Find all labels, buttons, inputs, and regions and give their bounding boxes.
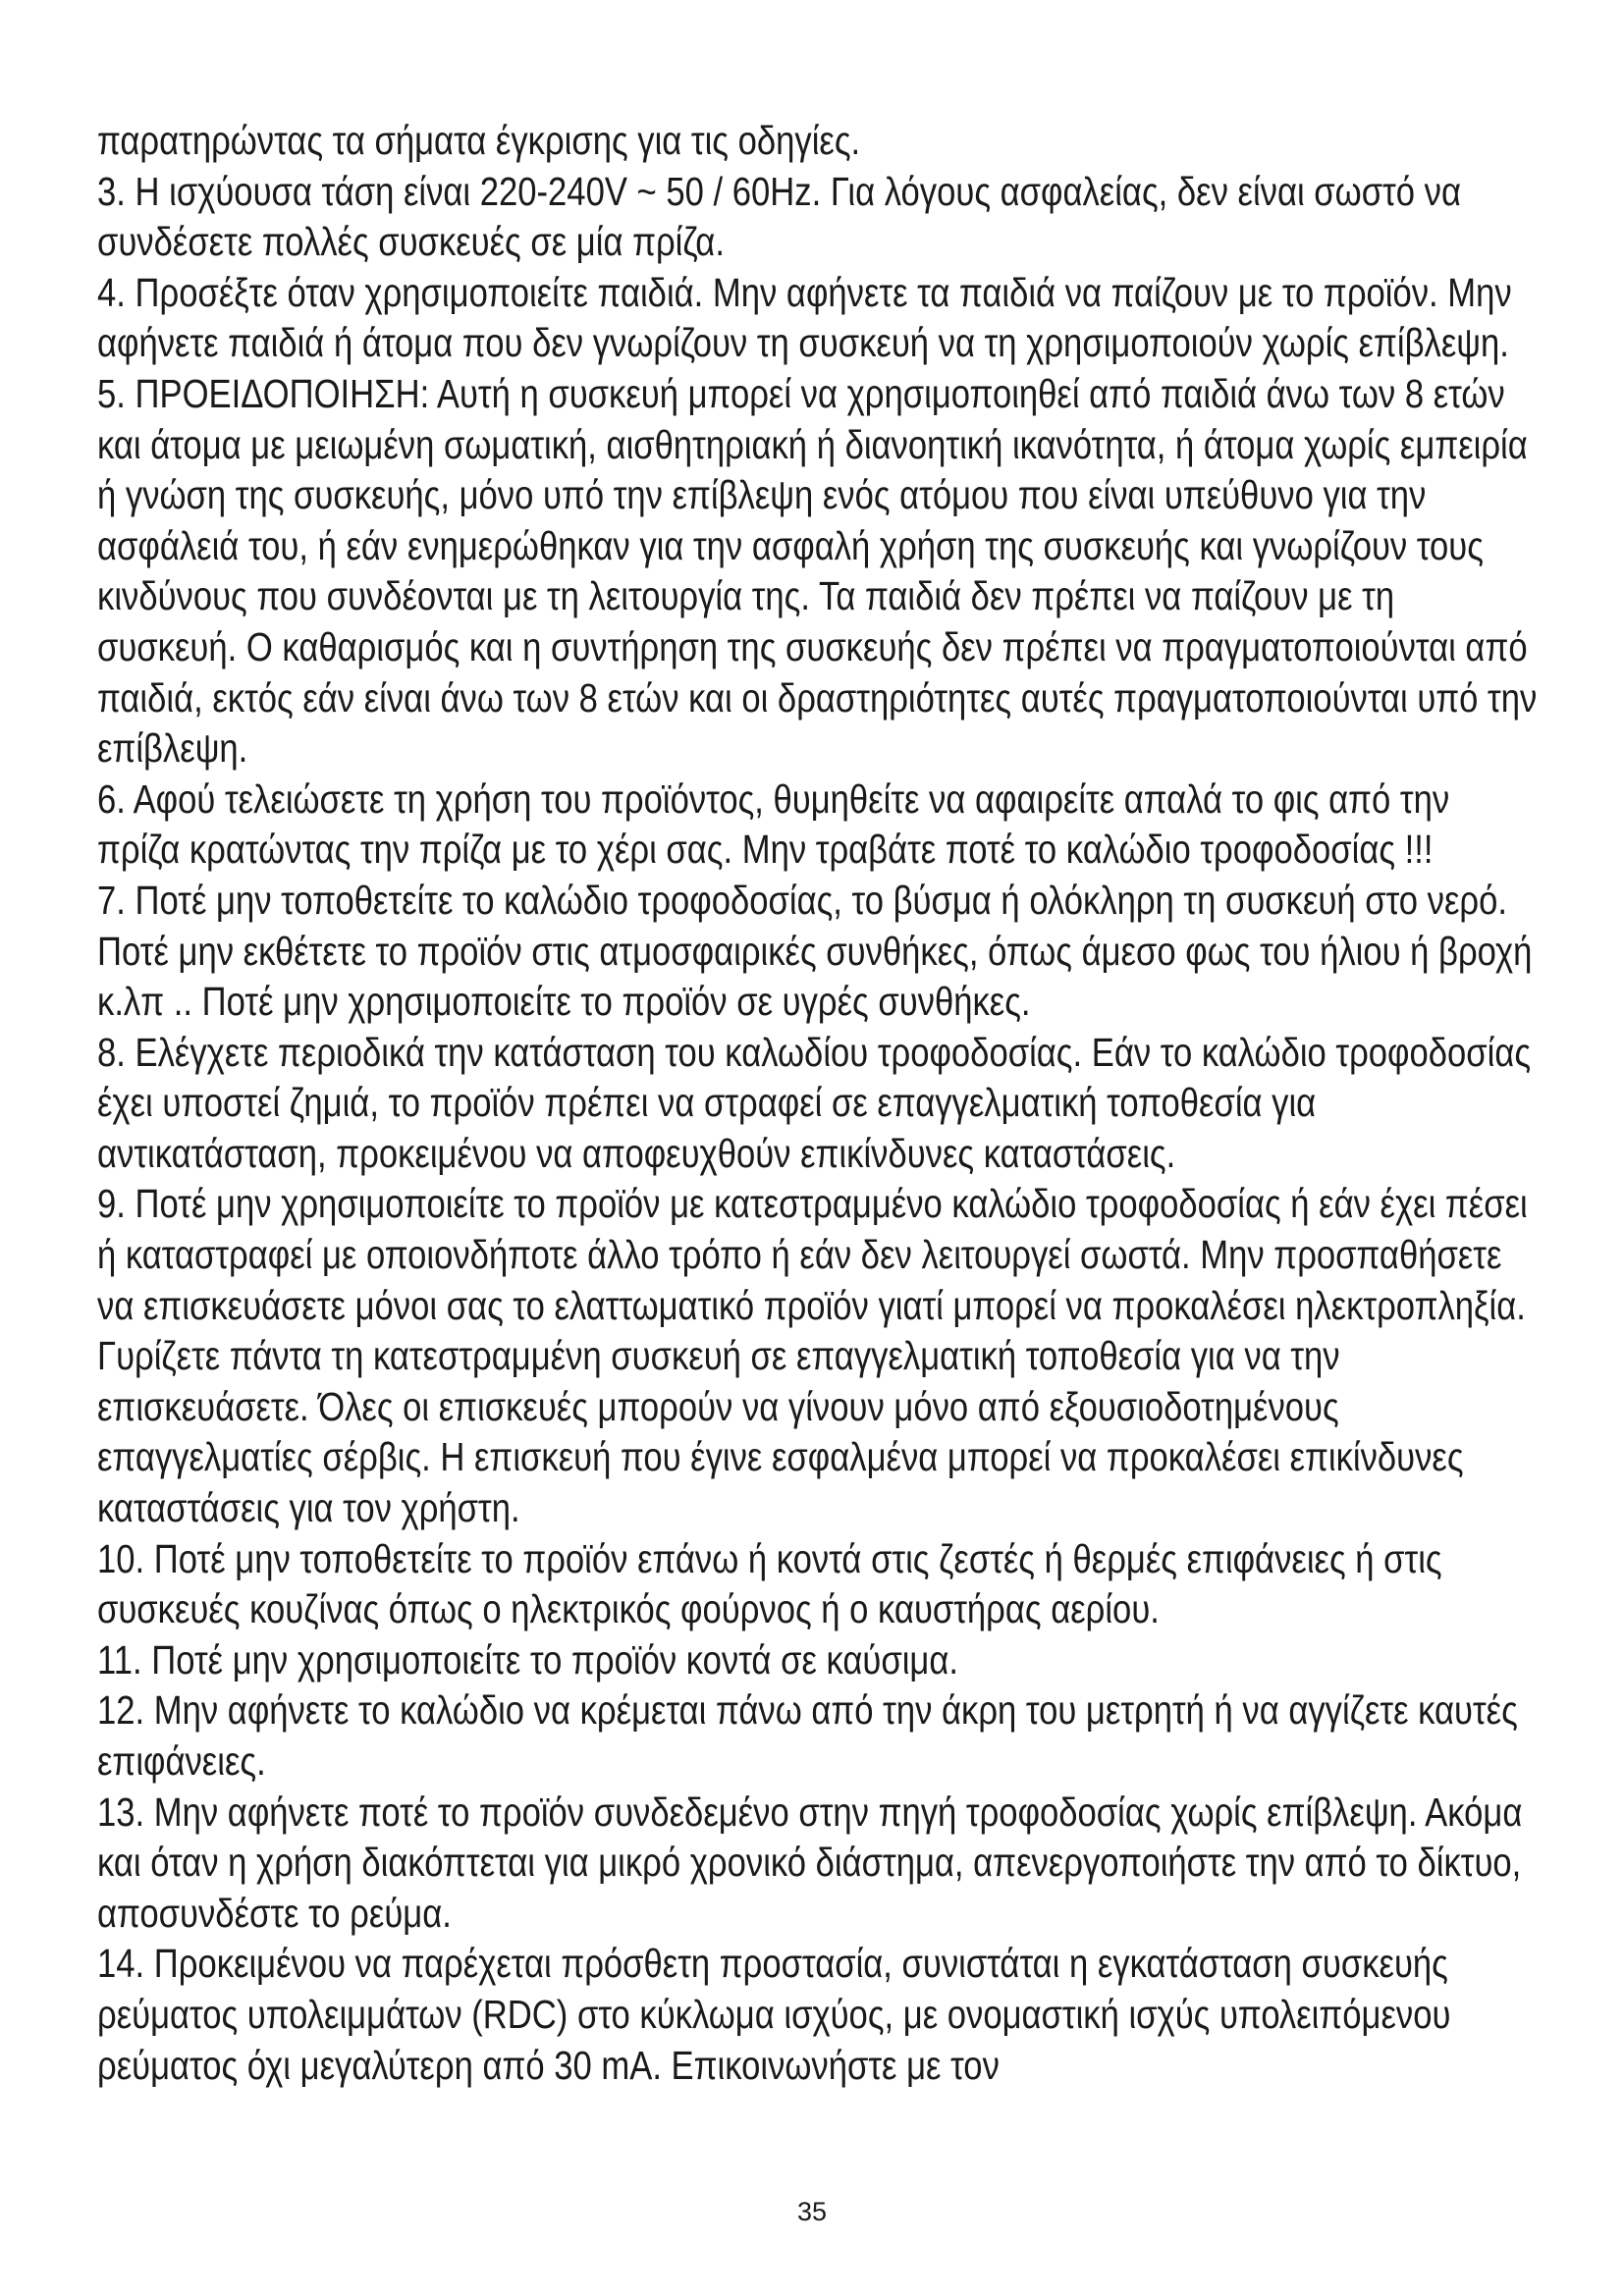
paragraph-item-8: 8. Ελέγχετε περιοδικά την κατάσταση του καλωδίου τροφοδοσίας. Εάν το καλώδιο τροφοδοσίας έχει υποστεί ζημιά, το προϊόν πρέπει να στραφεί σε επαγγελματική τοποθεσία για αντικατάσταση, προκειμένου να αποφευχθούν επικίνδυνες καταστάσεις.	[97, 1029, 1532, 1176]
paragraph-item-6: 6. Αφού τελειώσετε τη χρήση του προϊόντος, θυμηθείτε να αφαιρείτε απαλά το φις από την πρίζα κρατώντας την πρίζα με το χέρι σας. Μην τραβάτε ποτέ το καλώδιο τροφοδοσίας !!!	[97, 775, 1450, 873]
paragraph-item-4: 4. Προσέξτε όταν χρησιμοποιείτε παιδιά. Μην αφήνετε τα παιδιά να παίζουν με το προϊόν. Μην αφήνετε παιδιά ή άτομα που δεν γνωρίζουν τη συσκευή να τη χρησιμοποιούν χωρίς επίβλεψη.	[97, 269, 1512, 366]
paragraph-item-5: 5. ΠΡΟΕΙΔΟΠΟΙΗΣΗ: Αυτή η συσκευή μπορεί να χρησιμοποιηθεί από παιδιά άνω των 8 ετών και άτομα με μειωμένη σωματική, αισθητηριακή ή διανοητική ικανότητα, ή άτομα χωρίς εμπειρία ή γνώση της συσκευής, μόνο υπό την επίβλεψη ενός ατόμου που είναι υπεύθυνο για την ασφάλειά του, ή εάν ενημερώθηκαν για την ασφαλή χρήση της συσκευής και γνωρίζουν τους κινδύνους που συνδέονται με τη λειτουργία της. Τα παιδιά δεν πρέπει να παίζουν με τη συσκευή. Ο καθαρισμός και η συντήρηση της συσκευής δεν πρέπει να πραγματοποιούνται από παιδιά, εκτός εάν είναι άνω των 8 ετών και οι δραστηριότητες αυτές πραγματοποιούνται υπό την επίβλεψη.	[97, 370, 1538, 772]
paragraph-item-14: 14. Προκειμένου να παρέχεται πρόσθετη προστασία, συνιστάται η εγκατάσταση συσκευής ρεύματος υπολειμμάτων (RDC) στο κύκλωμα ισχύος, με ονομαστική ισχύς υπολειπόμενου ρεύματος όχι μεγαλύτερη από 30 mA. Επικοινωνήστε με τον	[97, 1941, 1451, 2088]
paragraph-item-7: 7. Ποτέ μην τοποθετείτε το καλώδιο τροφοδοσίας, το βύσμα ή ολόκληρη τη συσκευή στο νερό. Ποτέ μην εκθέτετε το προϊόν στις ατμοσφαιρικές συνθήκες, όπως άμεσο φως του ήλιου ή βροχή κ.λπ .. Ποτέ μην χρησιμοποιείτε το προϊόν σε υγρές συνθήκες.	[97, 877, 1533, 1025]
document-body	[97, 116, 1541, 2091]
paragraph-item-10: 10. Ποτέ μην τοποθετείτε το προϊόν επάνω ή κοντά στις ζεστές ή θερμές επιφάνειες ή στις συσκευές κουζίνας όπως ο ηλεκτρικός φούρνος ή ο καυστήρας αερίου.	[97, 1535, 1442, 1632]
paragraph-item-11: 11. Ποτέ μην χρησιμοποιείτε το προϊόν κοντά σε καύσιμα.	[97, 1636, 959, 1682]
paragraph-item-12: 12. Μην αφήνετε το καλώδιο να κρέμεται πάνω από την άκρη του μετρητή ή να αγγίζετε καυτές επιφάνειες.	[97, 1687, 1518, 1784]
paragraph-item-13: 13. Μην αφήνετε ποτέ το προϊόν συνδεδεμένο στην πηγή τροφοδοσίας χωρίς επίβλεψη. Ακόμα και όταν η χρήση διακόπτεται για μικρό χρονικό διάστημα, απενεργοποιήστε την από το δίκτυο, αποσυνδέστε το ρεύμα.	[97, 1789, 1523, 1936]
paragraph-item-3: 3. Η ισχύουσα τάση είναι 220-240V ~ 50 / 60Hz. Για λόγους ασφαλείας, δεν είναι σωστό να συνδέσετε πολλές συσκευές σε μία πρίζα.	[97, 168, 1461, 265]
page-number: 35	[796, 2197, 828, 2226]
paragraph-item-9: 9. Ποτέ μην χρησιμοποιείτε το προϊόν με κατεστραμμένο καλώδιο τροφοδοσίας ή εάν έχει πέσει ή καταστραφεί με οποιονδήποτε άλλο τρόπο ή εάν δεν λειτουργεί σωστά. Μην προσπαθήσετε να επισκευάσετε μόνοι σας το ελαττωματικό προϊόν γιατί μπορεί να προκαλέσει ηλεκτροπληξία. Γυρίζετε πάντα τη κατεστραμμένη συσκευή σε επαγγελματική τοποθεσία για να την επισκευάσετε. Όλες οι επισκευές μπορούν να γίνουν μόνο από εξουσιοδοτημένους επαγγελματίες σέρβις. Η επισκευή που έγινε εσφαλμένα μπορεί να προκαλέσει επικίνδυνες καταστάσεις για τον χρήστη.	[97, 1181, 1528, 1531]
paragraph-continuation: παρατηρώντας τα σήματα έγκρισης για τις οδηγίες.	[97, 118, 861, 163]
